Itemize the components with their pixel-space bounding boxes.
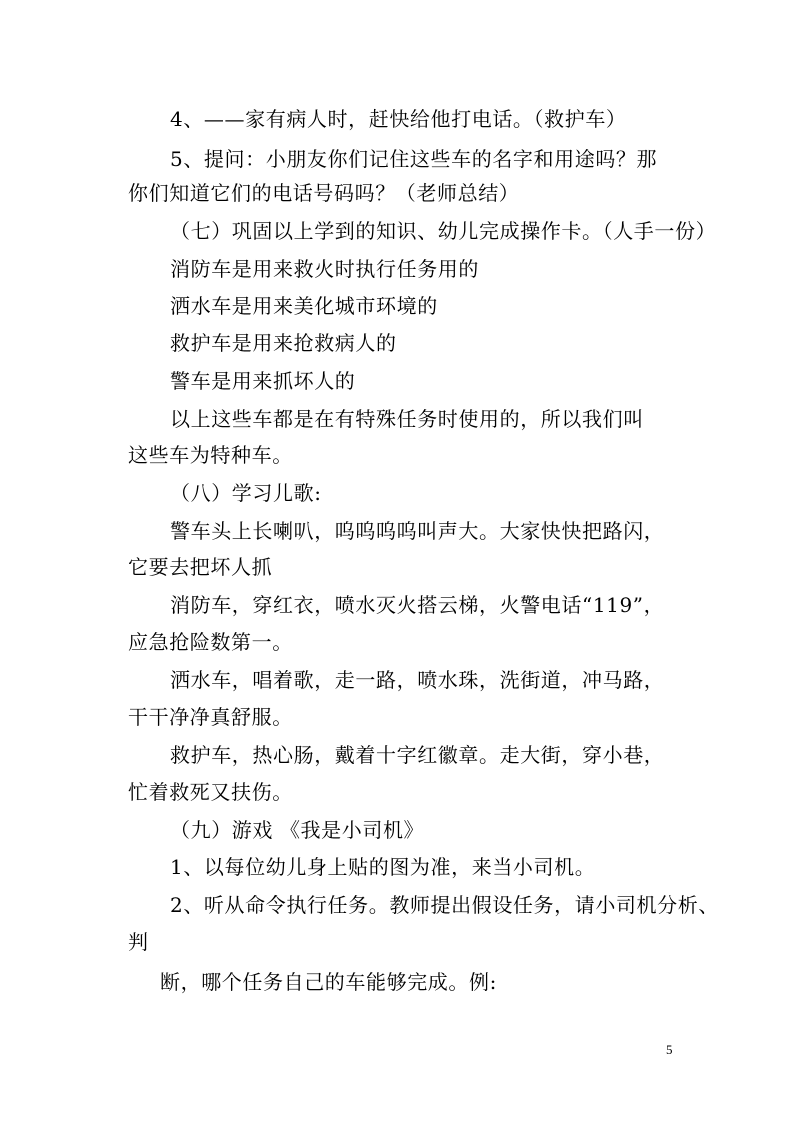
text-line: 警车头上长喇叭，呜呜呜呜叫声大。大家快快把路闪， — [170, 519, 665, 543]
text-line: 以上这些车都是在有特殊任务时使用的，所以我们叫 — [170, 407, 644, 431]
text-line: 应急抢险数第一。 — [128, 630, 293, 654]
text-line: 2、听从命令执行任务。教师提出假设任务，请小司机分析、 — [170, 893, 719, 917]
text-line: 1、以每位幼儿身上贴的图为准，来当小司机。 — [170, 855, 596, 879]
text-line: 判 — [128, 930, 149, 954]
text-line: 消防车是用来救火时执行任务用的 — [170, 257, 479, 281]
text-line: 洒水车，唱着歌，走一路，喷水珠，洗街道，冲马路， — [170, 668, 665, 692]
text-line: （八）学习儿歌: — [170, 481, 322, 505]
text-line: 你们知道它们的电话号码吗？（老师总结） — [128, 181, 520, 205]
text-line: 4、——家有病人时，赶快给他打电话。（救护车） — [170, 107, 627, 131]
text-line: 这些车为特种车。 — [128, 443, 293, 467]
text-line: （七）巩固以上学到的知识、幼儿完成操作卡。（人手一份） — [170, 219, 717, 243]
text-line: 消防车，穿红衣，喷水灭火搭云梯，火警电话“119”， — [170, 593, 665, 617]
text-line: 干干净净真舒服。 — [128, 705, 293, 729]
text-line: 救护车，热心肠，戴着十字红徽章。走大街，穿小巷， — [170, 743, 665, 767]
text-line: 警车是用来抓坏人的 — [170, 369, 356, 393]
text-line: 忙着救死又扶伤。 — [128, 780, 293, 804]
text-line: 救护车是用来抢救病人的 — [170, 331, 397, 355]
page-number: 5 — [666, 1042, 673, 1057]
text-line: （九）游戏 《我是小司机》 — [170, 818, 425, 842]
text-line: 5、提问：小朋友你们记住这些车的名字和用途吗？那 — [170, 147, 658, 171]
text-line: 断，哪个任务自己的车能够完成。例: — [160, 970, 497, 994]
text-line: 洒水车是用来美化城市环境的 — [170, 294, 438, 318]
text-line: 它要去把坏人抓 — [128, 555, 273, 579]
